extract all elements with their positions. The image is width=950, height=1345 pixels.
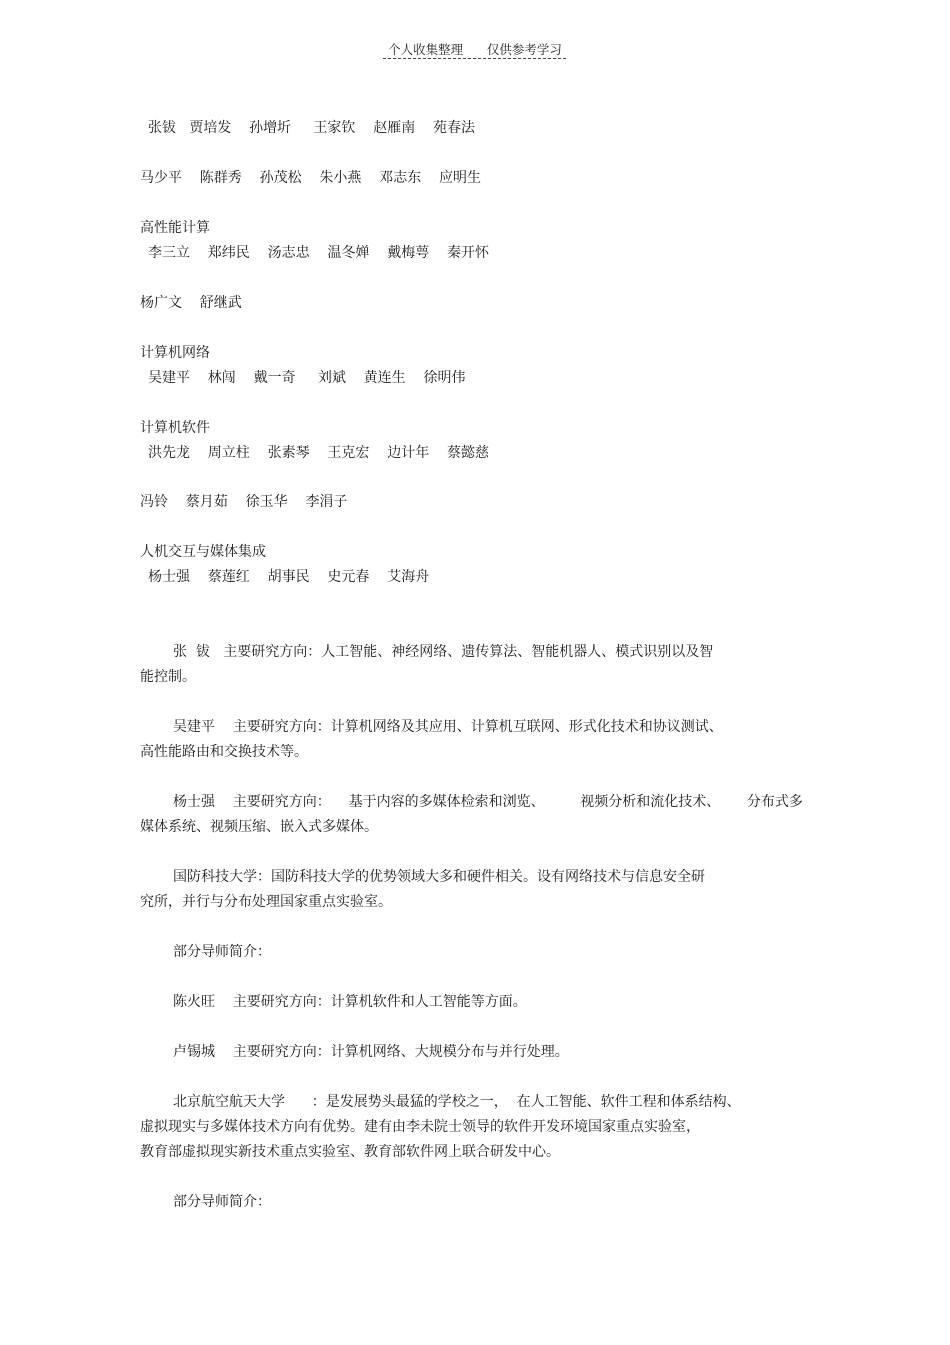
paragraph-line: 部分导师简介： [173,944,271,960]
university-paragraph [140,1090,812,1165]
faculty-names-line: 杨广文 舒继武 [140,295,242,311]
subsection-heading [140,940,812,965]
paragraph-line: 高性能路由和交换技术等。 [140,744,308,760]
research-paragraph [140,640,812,690]
subsection-heading [140,1190,812,1215]
section-heading: 高性能计算 [140,220,210,236]
section-heading: 人机交互与媒体集成 [140,544,266,560]
research-paragraph [140,715,812,765]
faculty-names-line: 冯铃 蔡月茹 徐玉华 李涓子 [140,494,348,510]
research-paragraph [140,990,812,1015]
research-paragraph [140,790,812,840]
paragraph-line: 北京航空航天大学 ：是发展势头最猛的学校之一， 在人工智能、软件工程和体系结构、 [173,1094,741,1110]
faculty-names-line: 杨士强 蔡莲红 胡事民 史元春 艾海舟 [148,569,430,585]
header-underline [383,58,566,59]
paragraph-line: 媒体系统、视频压缩、嵌入式多媒体。 [140,819,378,835]
section-heading: 计算机软件 [140,420,210,436]
paragraph-line: 陈火旺 主要研究方向：计算机软件和人工智能等方面。 [173,994,527,1010]
section-heading: 计算机网络 [140,345,210,361]
paragraph-line: 部分导师简介： [173,1194,271,1210]
paragraph-line: 杨士强 主要研究方向： 基于内容的多媒体检索和浏览、 视频分析和流化技术、 分布式多 [173,794,803,810]
faculty-names-line: 吴建平 林闯 戴一奇 刘斌 黄连生 徐明伟 [148,370,466,386]
paragraph-line: 吴建平 主要研究方向：计算机网络及其应用、计算机互联网、形式化技术和协议测试、 [173,719,723,735]
paragraph-line: 教育部虚拟现实新技术重点实验室、教育部软件网上联合研发中心。 [140,1144,560,1160]
page-header: 个人收集整理 仅供参考学习 [388,42,562,57]
paragraph-line: 张 钹 主要研究方向：人工智能、神经网络、遗传算法、智能机器人、模式识别以及智 [173,644,714,660]
faculty-names-line: 马少平 陈群秀 孙茂松 朱小燕 邓志东 应明生 [140,170,482,186]
university-paragraph [140,865,812,915]
paragraph-line: 卢锡城 主要研究方向：计算机网络、大规模分布与并行处理。 [173,1044,569,1060]
paragraph-line: 究所，并行与分布处理国家重点实验室。 [140,894,392,910]
paragraph-line: 能控制。 [140,669,196,685]
paragraph-line: 虚拟现实与多媒体技术方向有优势。建有由李未院士领导的软件开发环境国家重点实验室， [140,1119,700,1135]
research-paragraph [140,1040,812,1065]
paragraph-line: 国防科技大学：国防科技大学的优势领域大多和硬件相关。设有网络技术与信息安全研 [173,869,705,885]
faculty-names-line: 李三立 郑纬民 汤志忠 温冬婵 戴梅萼 秦开怀 [148,245,490,261]
faculty-names-line: 洪先龙 周立柱 张素琴 王克宏 边计年 蔡懿慈 [148,445,490,461]
faculty-names-line: 张钹 贾培发 孙增圻 王家钦 赵雁南 苑春法 [148,120,476,136]
